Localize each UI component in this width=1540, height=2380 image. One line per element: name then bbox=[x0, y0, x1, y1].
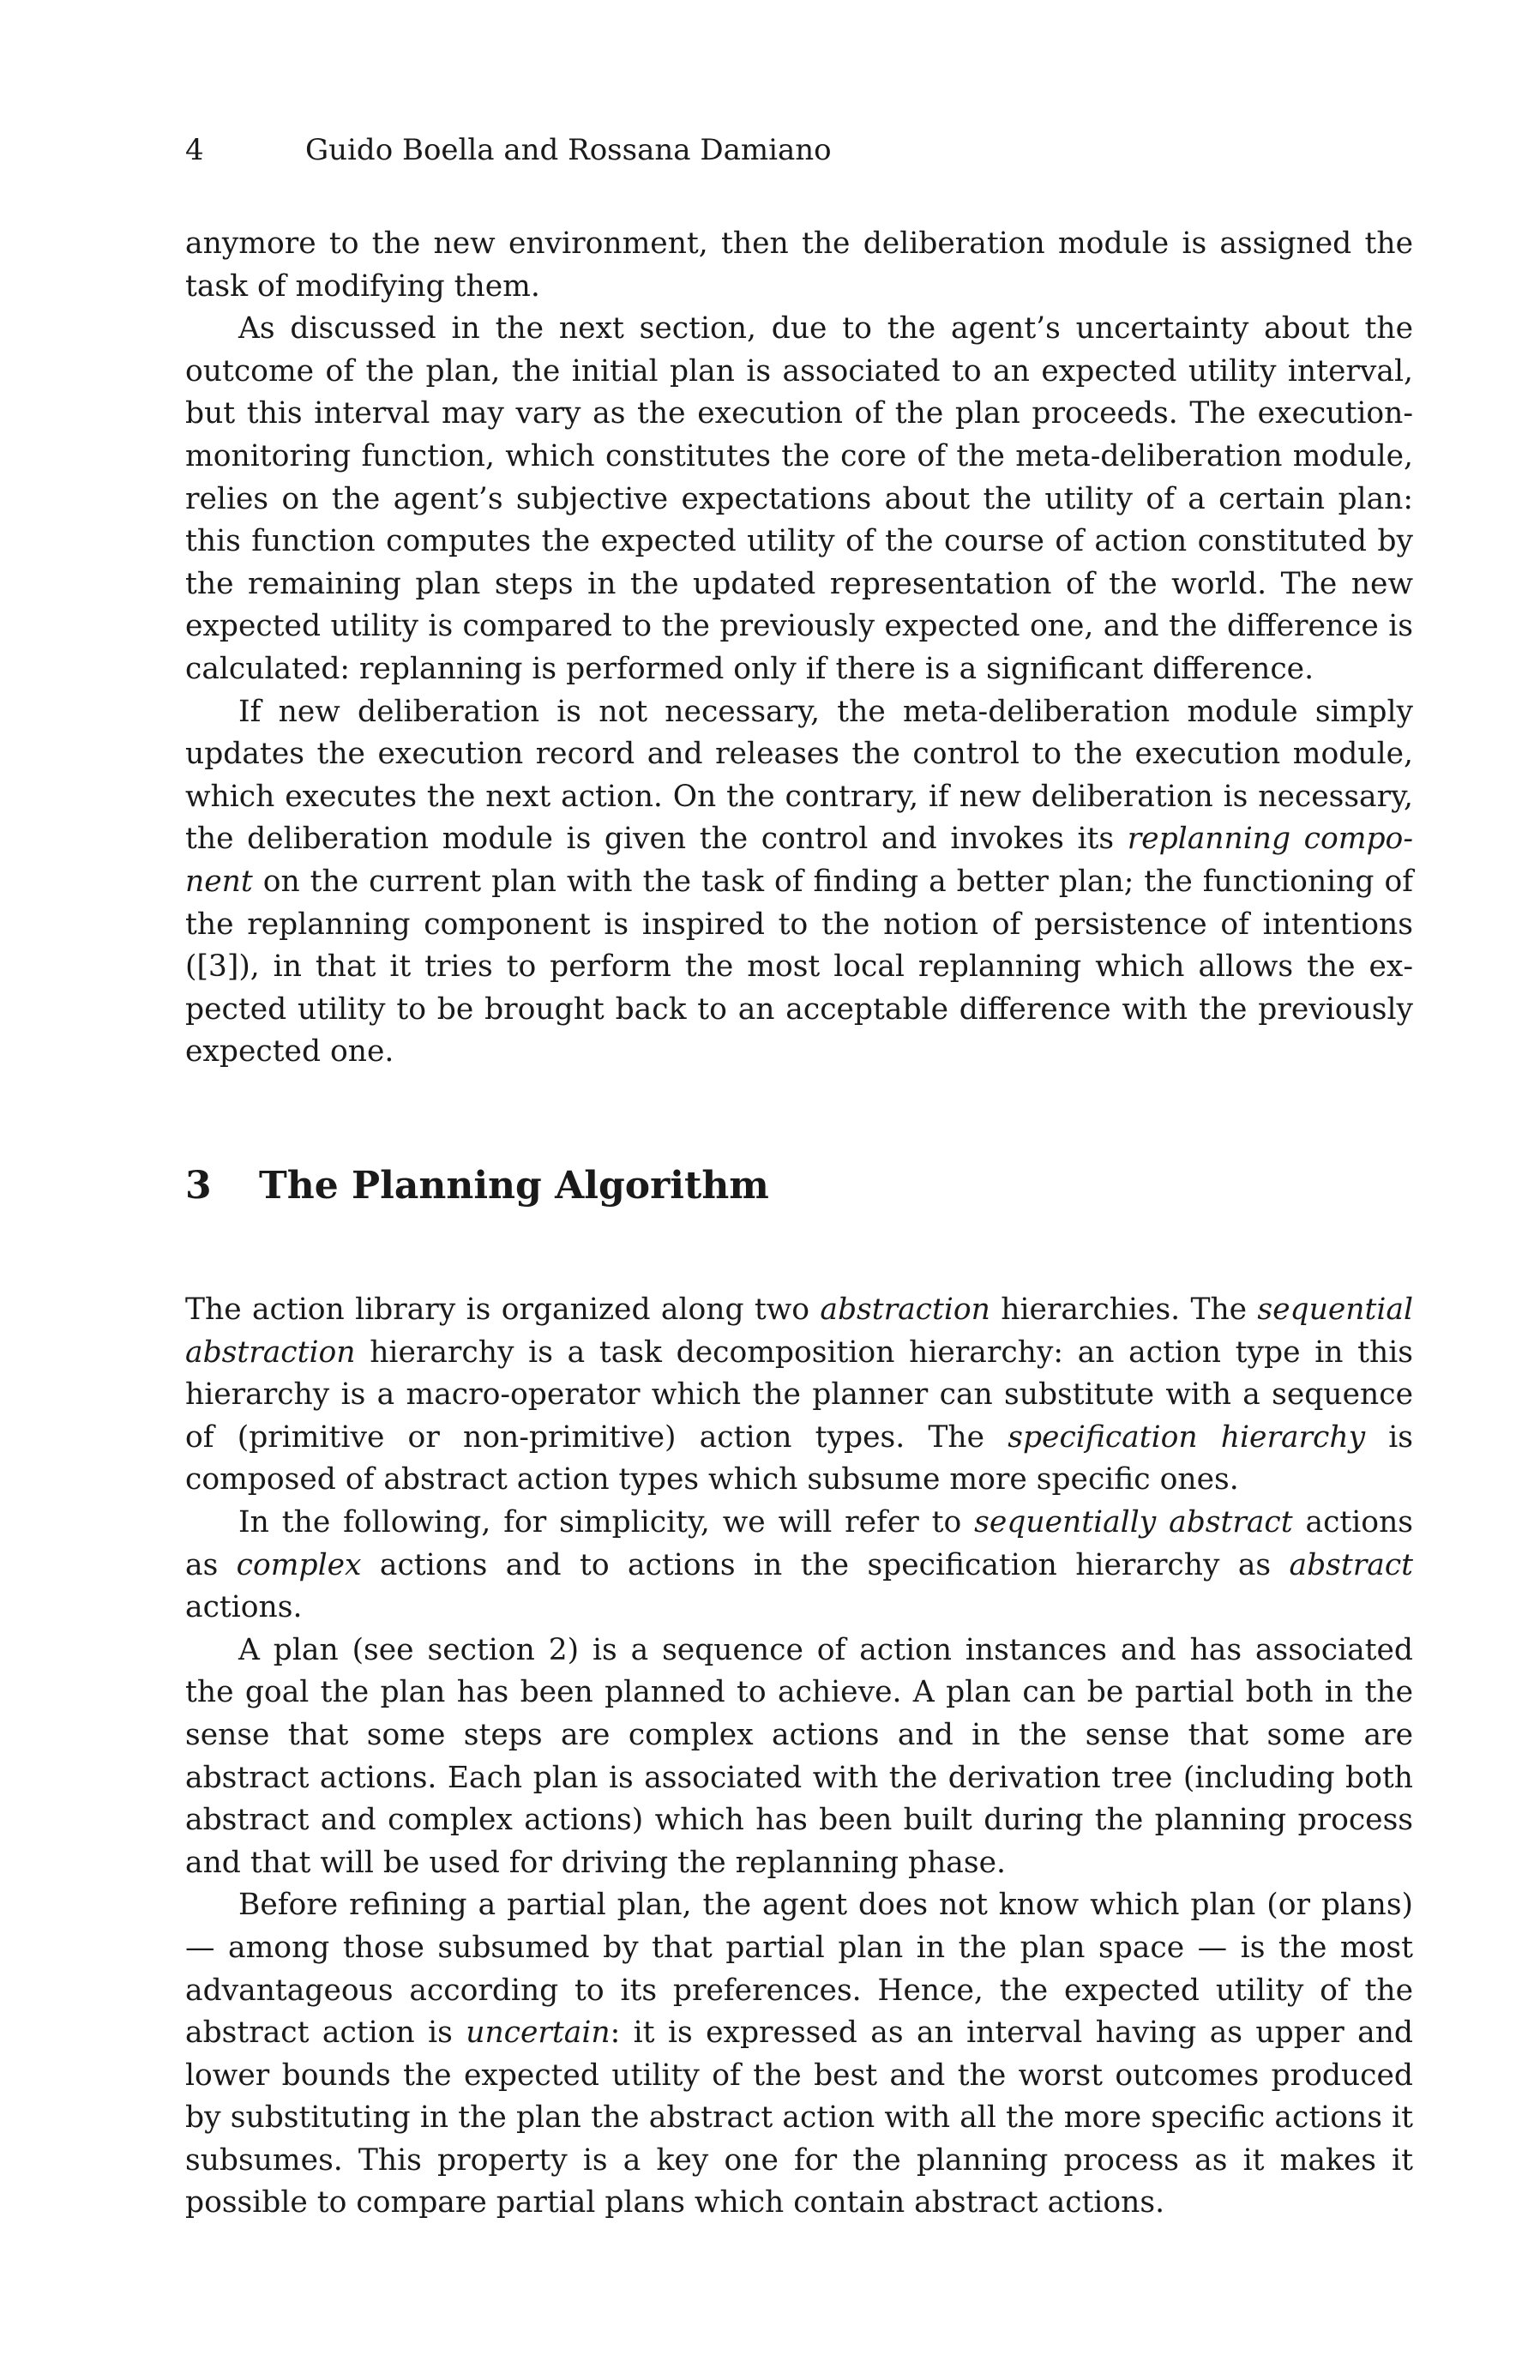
text-run: hierarchy is a task decomposition hierarchy: an action type in this hierarchy is a macro-operator which the planner can substitute with a sequence of (primitive or non-primitive) action types. The bbox=[185, 1335, 1413, 1455]
text-run: hierarchies. The bbox=[990, 1292, 1258, 1327]
section-heading bbox=[185, 1162, 769, 1210]
emphasis-term: specification hierarchy bbox=[1008, 1419, 1366, 1455]
page-number: 4 bbox=[185, 133, 204, 167]
text-run: Before refining a partial plan, the agent does not know which plan (or plans) — among those subsumed by that partial plan in the plan space — is the most advantageous according to its preferences. Hence, the expected utility of the abstract action is bbox=[185, 1888, 1413, 2051]
paragraph bbox=[185, 691, 1413, 1074]
text-run: on the current plan with the task of finding a better plan; the functioning of the replanning component is inspired to the notion of persistence of intentions ([3]), in that it tries to perform the most local replanning which allows the expected utility to be brought back to an acceptable difference with the previously expected one. bbox=[185, 864, 1413, 1069]
section-title: The Planning Algorithm bbox=[259, 1164, 769, 1208]
paragraph bbox=[185, 1502, 1413, 1630]
text-run: actions and to actions in the specification hierarchy as bbox=[361, 1547, 1290, 1582]
emphasis-term: replanning component bbox=[185, 822, 1413, 899]
paragraph: anymore to the new environment, then the deliberation module is assigned the task of modifying them. bbox=[185, 226, 1413, 304]
paragraph bbox=[185, 1289, 1413, 1502]
section-body bbox=[185, 1289, 1413, 2225]
emphasis-term: uncertain bbox=[466, 2015, 611, 2051]
emphasis-term: abstraction bbox=[820, 1292, 990, 1327]
text-run: In the following, for simplicity, we will refer to bbox=[238, 1504, 975, 1539]
emphasis-term: abstract bbox=[1289, 1547, 1413, 1582]
paragraph bbox=[185, 1884, 1413, 2225]
paragraph: As discussed in the next section, due to the agent’s uncertainty about the outcome of the plan, the initial plan is associated to an expected utility interval, but this interval may vary as the execution of the plan proceeds. The execution-monitoring function, which constitutes the core of the meta-deliberation module, relies on the agent’s subjective expectations about the utility of a certain plan: this function computes the expected utility of the course of action constituted by the remaining plan steps in the updated representation of the world. The new expected utility is compared to the previously expected one, and the difference is calculated: replanning is performed only if there is a significant difference. bbox=[185, 311, 1413, 686]
text-run: : it is expressed as an interval having as upper and lower bounds the expected utility of the best and the worst outcomes produced by substituting in the plan the abstract action with all the more specific actions it subsumes. This property is a key one for the planning process as it makes it possible to compare partial plans which contain abstract actions. bbox=[185, 2015, 1413, 2220]
running-head-authors: Guido Boella and Rossana Damiano bbox=[305, 133, 832, 167]
text-run: The action library is organized along two bbox=[185, 1292, 821, 1327]
emphasis-term: sequential abstraction bbox=[185, 1292, 1413, 1370]
emphasis-term: complex bbox=[236, 1547, 362, 1582]
text-run: is composed of abstract action types which subsume more specific ones. bbox=[185, 1419, 1413, 1497]
text-run: If new deliberation is not necessary, the meta-deliberation module simply updates the execution record and releases the control to the execution module, which executes the next action. On the contrary, if new deliberation is necessary, the deliberation module is given the control and invokes its bbox=[185, 694, 1413, 857]
text-run: actions. bbox=[185, 1590, 303, 1625]
text-run: actions as bbox=[185, 1504, 1413, 1582]
emphasis-term: sequentially abstract bbox=[974, 1504, 1293, 1539]
body-text-continued bbox=[185, 223, 1413, 1074]
paragraph: A plan (see section 2) is a sequence of action instances and has associated the goal the plan has been planned to achieve. A plan can be partial both in the sense that some steps are complex actions and in the sense that some are abstract actions. Each plan is associated with the derivation tree (including both abstract and complex actions) which has been built during the planning process and that will be used for driving the replanning phase. bbox=[185, 1632, 1413, 1880]
section-number: 3 bbox=[185, 1164, 212, 1208]
running-head bbox=[185, 133, 832, 167]
